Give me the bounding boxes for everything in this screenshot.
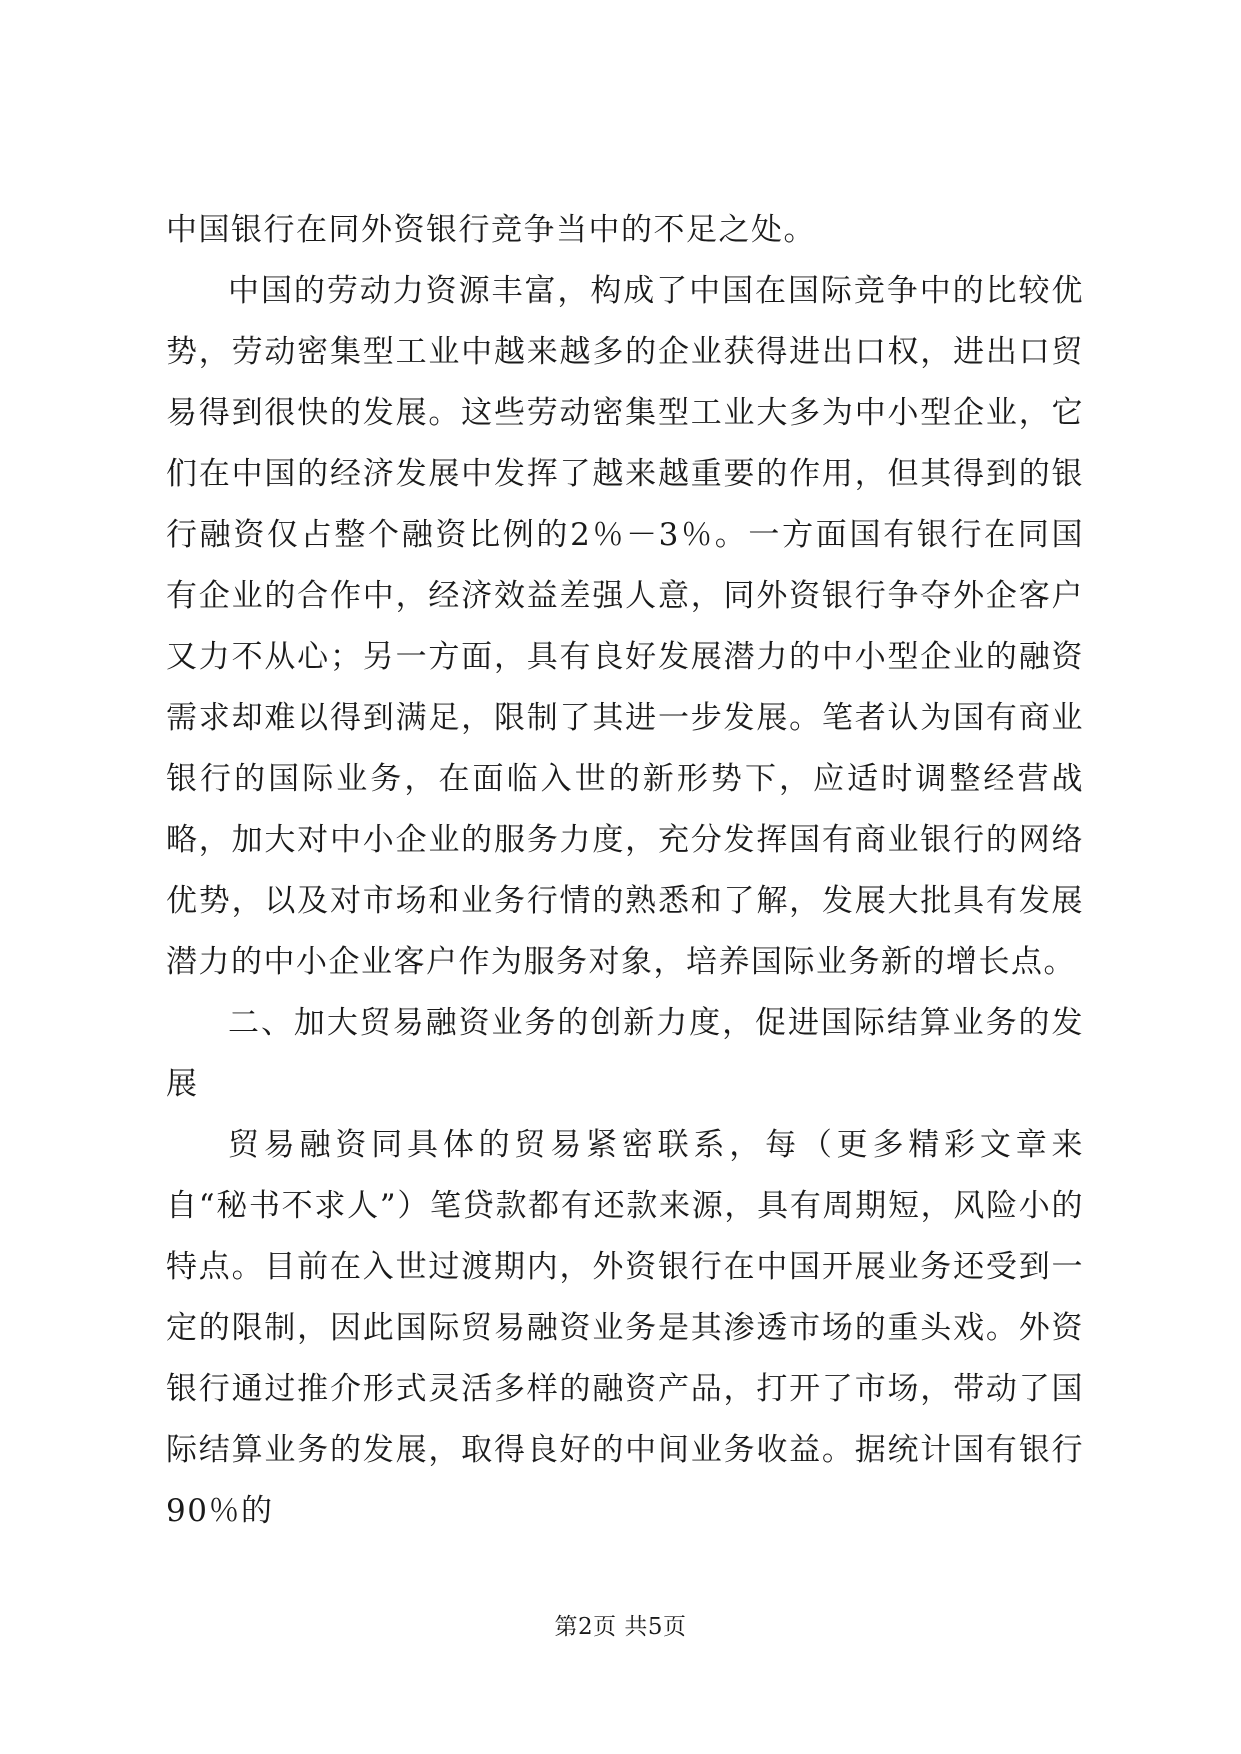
page-number: 第2页 共5页 [554,1614,687,1640]
section-heading-2: 二、加大贸易融资业务的创新力度，促进国际结算业务的发展 [166,1005,1084,1102]
document-body [166,200,1084,1542]
page-footer [0,1608,1241,1641]
paragraph-3: 贸易融资同具体的贸易紧密联系，每（更多精彩文章来自“秘书不求人”）笔贷款都有还款来源，具有周期短，风险小的特点。目前在入世过渡期内，外资银行在中国开展业务还受到一定的限制，因此国际贸易融资业务是其渗透市场的重头戏。外资银行通过推介形式灵活多样的融资产品，打开了市场，带动了国际结算业务的发展，取得良好的中间业务收益。据统计国有银行90％的 [166,1127,1084,1529]
paragraph-2: 中国的劳动力资源丰富，构成了中国在国际竞争中的比较优势，劳动密集型工业中越来越多的企业获得进出口权，进出口贸易得到很快的发展。这些劳动密集型工业大多为中小型企业，它们在中国的经济发展中发挥了越来越重要的作用，但其得到的银行融资仅占整个融资比例的2％－3％。一方面国有银行在同国有企业的合作中，经济效益差强人意，同外资银行争夺外企客户又力不从心；另一方面，具有良好发展潜力的中小型企业的融资需求却难以得到满足，限制了其进一步发展。笔者认为国有商业银行的国际业务，在面临入世的新形势下，应适时调整经营战略，加大对中小企业的服务力度，充分发挥国有商业银行的网络优势，以及对市场和业务行情的熟悉和了解，发展大批具有发展潜力的中小企业客户作为服务对象，培养国际业务新的增长点。 [166,273,1084,980]
paragraph-1: 中国银行在同外资银行竞争当中的不足之处。 [166,212,816,248]
